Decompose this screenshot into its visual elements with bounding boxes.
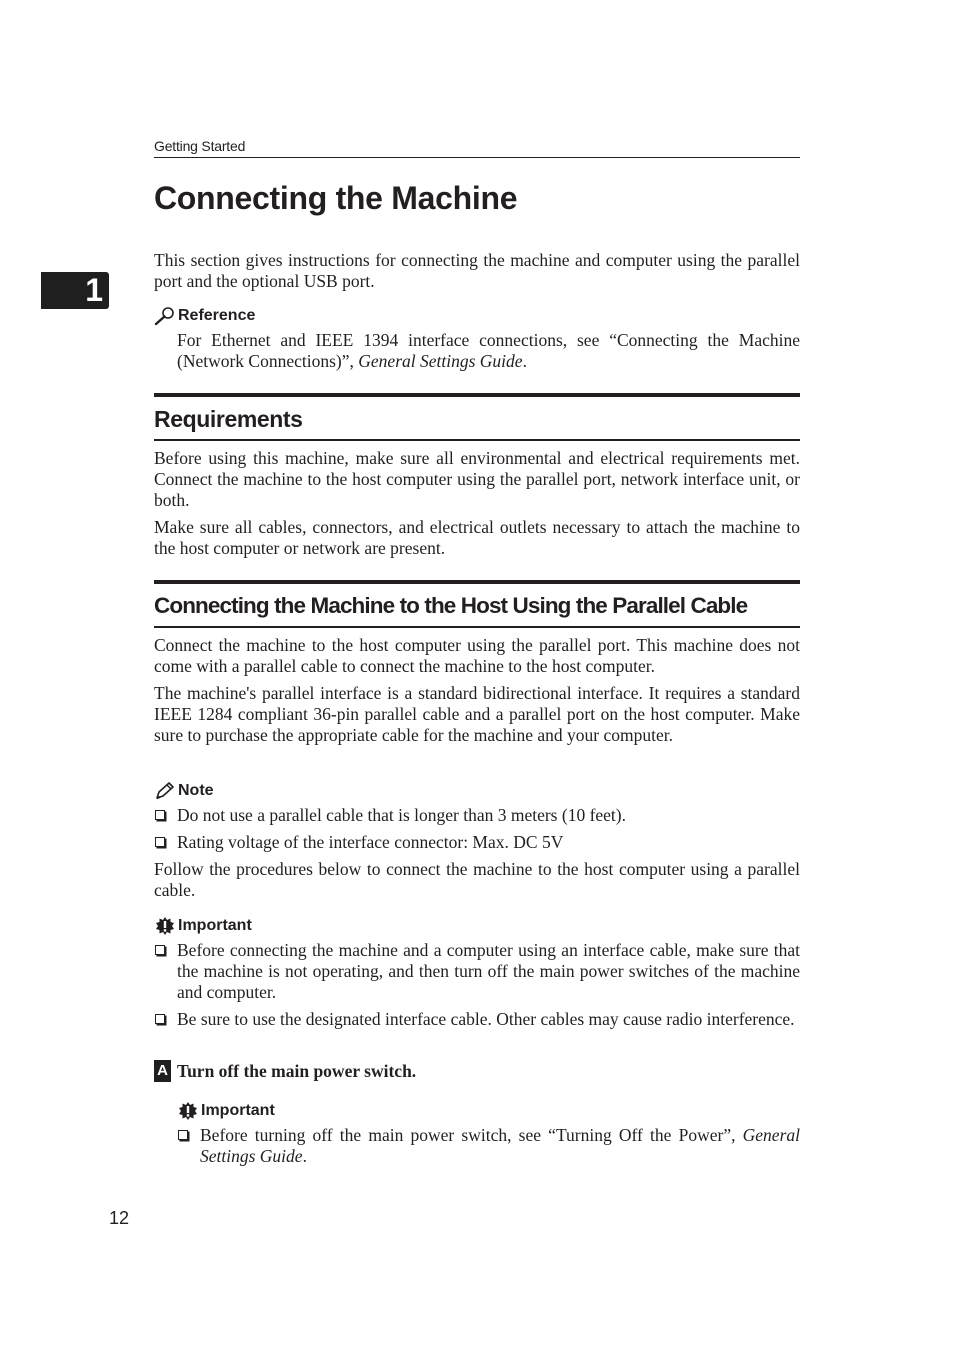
important-list	[154, 940, 800, 1030]
requirements-paragraph: Before using this machine, make sure all environmental and electrical requirements met. Connect the machine to the host computer using the parallel port, network interface unit, or both.	[154, 448, 800, 510]
important-label-text: Important	[178, 917, 252, 934]
parallel-paragraph: The machine's parallel interface is a standard bidirectional interface. It requires a standard IEEE 1284 compliant 36-pin parallel cable and a parallel port on the host computer. Make sure to purchase the appropriate cable for the machine and your computer.	[154, 683, 800, 745]
note-label	[154, 780, 800, 802]
chapter-tab: 1	[41, 272, 109, 309]
checkbox-bullet-icon	[155, 837, 165, 847]
step-important-link[interactable]: General Settings Guide	[200, 1125, 800, 1166]
important-icon	[177, 1101, 199, 1121]
checkbox-bullet-icon	[155, 1014, 165, 1024]
reference-block	[154, 305, 800, 372]
important-item: Be sure to use the designated interface cable. Other cables may cause radio interference.	[154, 1009, 800, 1030]
page-number: 12	[109, 1208, 130, 1228]
follow-paragraph: Follow the procedures below to connect the machine to the host computer using a parallel cable.	[154, 859, 800, 900]
note-list	[154, 805, 800, 853]
step-important-list	[177, 1125, 800, 1167]
checkbox-bullet-icon	[178, 1130, 188, 1140]
important-label	[154, 915, 800, 937]
parallel-paragraph: Connect the machine to the host computer using the parallel port. This machine does not come with a parallel cable to connect the machine to the host computer.	[154, 635, 800, 676]
checkbox-bullet-icon	[155, 945, 165, 955]
step-number-badge: A	[154, 1060, 171, 1082]
intro-paragraph: This section gives instructions for connecting the machine and computer using the parallel port and the optional USB port.	[154, 250, 800, 291]
step-text: Turn off the main power switch.	[177, 1060, 417, 1081]
reference-label-text: Reference	[178, 307, 256, 324]
step-important-label	[177, 1100, 800, 1122]
note-label-text: Note	[178, 782, 214, 799]
section-heading-parallel: Connecting the Machine to the Host Using the Parallel Cable	[154, 580, 800, 628]
step-block	[154, 1060, 800, 1082]
reference-link[interactable]: General Settings Guide	[358, 351, 523, 371]
checkbox-bullet-icon	[155, 810, 165, 820]
important-item: Before connecting the machine and a computer using an interface cable, make sure that the machine is not operating, and then turn off the main power switches of the machine and computer.	[154, 940, 800, 1003]
running-header: Getting Started	[154, 138, 800, 158]
note-block	[154, 780, 800, 901]
reference-text: For Ethernet and IEEE 1394 interface connections, see “Connecting the Machine (Network Connections)”, General Settings Guide.	[177, 330, 800, 371]
pencil-icon	[154, 781, 176, 801]
parallel-body	[154, 635, 800, 746]
page-title: Connecting the Machine	[154, 180, 518, 216]
reference-label	[154, 305, 800, 327]
important-block	[154, 915, 800, 1036]
section-heading-requirements: Requirements	[154, 393, 800, 441]
requirements-body	[154, 448, 800, 559]
step-important-item: Before turning off the main power switch, see “Turning Off the Power”, General Settings Guide.	[177, 1125, 800, 1167]
step-1	[154, 1060, 800, 1082]
step-important-block	[154, 1100, 800, 1173]
step-important-label-text: Important	[201, 1102, 275, 1119]
important-icon	[154, 916, 176, 936]
intro	[154, 250, 800, 292]
note-item: Do not use a parallel cable that is longer than 3 meters (10 feet).	[154, 805, 800, 826]
magnifier-icon	[154, 306, 176, 326]
requirements-paragraph: Make sure all cables, connectors, and electrical outlets necessary to attach the machine to the host computer or network are present.	[154, 517, 800, 558]
note-item: Rating voltage of the interface connector: Max. DC 5V	[154, 832, 800, 853]
